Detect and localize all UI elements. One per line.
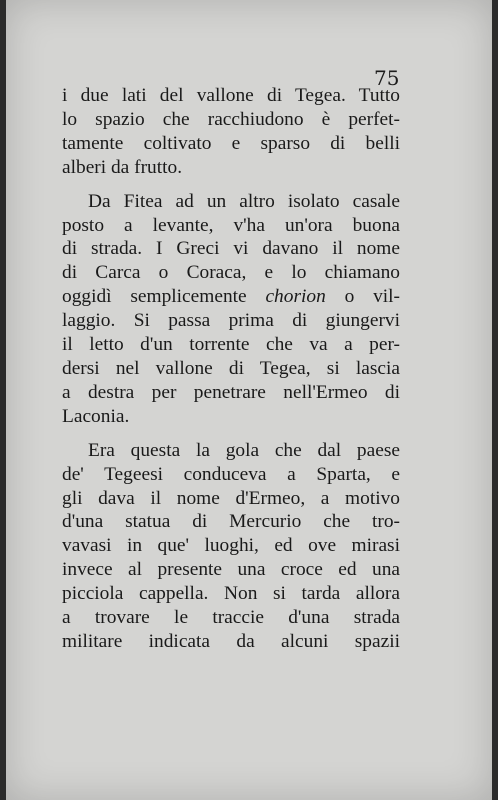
- text-line: gli dava il nome d'Ermeo, a motivo: [62, 487, 400, 509]
- paragraph-3: [62, 439, 400, 654]
- text-line: vavasi in que' luoghi, ed ove mirasi: [62, 535, 400, 557]
- text-line: lo spazio che racchiudono è perfet-: [62, 108, 400, 130]
- text-line: Da Fitea ad un altro isolato casale: [88, 190, 400, 212]
- text-line: i due lati del vallone di Tegea. Tutto: [62, 85, 400, 106]
- text-segment: oggidì semplicemente: [62, 286, 266, 308]
- body-text: [62, 84, 400, 654]
- text-line: a trovare le traccie d'una strada: [62, 607, 400, 629]
- paragraph-2: [62, 190, 400, 429]
- text-line: posto a levante, v'ha un'ora buona: [62, 214, 400, 236]
- italic-word: chorion: [265, 286, 326, 308]
- text-line: d'una statua di Mercurio che tro-: [62, 511, 400, 533]
- text-line: invece al presente una croce ed una: [62, 559, 400, 581]
- text-line: dersi nel vallone di Tegea, si lascia: [62, 357, 400, 379]
- text-line: Laconia.: [62, 405, 130, 427]
- text-line: Era questa la gola che dal paese: [88, 439, 400, 461]
- text-line: militare indicata da alcuni spazii: [62, 630, 400, 652]
- text-line: il letto d'un torrente che va a per-: [62, 334, 400, 356]
- text-line: de' Tegeesi conduceva a Sparta, e: [62, 463, 400, 485]
- text-line: tamente coltivato e sparso di belli: [62, 132, 400, 154]
- paragraph-1: [62, 84, 400, 180]
- text-line: a destra per penetrare nell'Ermeo di: [62, 381, 400, 403]
- text-line: alberi da frutto.: [62, 156, 183, 178]
- book-page: [6, 0, 492, 800]
- text-line: di Carca o Coraca, e lo chiamano: [62, 262, 400, 284]
- text-segment: o vil-: [325, 286, 400, 308]
- text-line-with-italic: [62, 285, 400, 309]
- text-line: laggio. Si passa prima di giungervi: [62, 310, 400, 332]
- text-line: picciola cappella. Non si tarda allora: [62, 583, 400, 605]
- page-number: 75: [374, 66, 400, 90]
- text-line: di strada. I Greci vi davano il nome: [62, 238, 400, 260]
